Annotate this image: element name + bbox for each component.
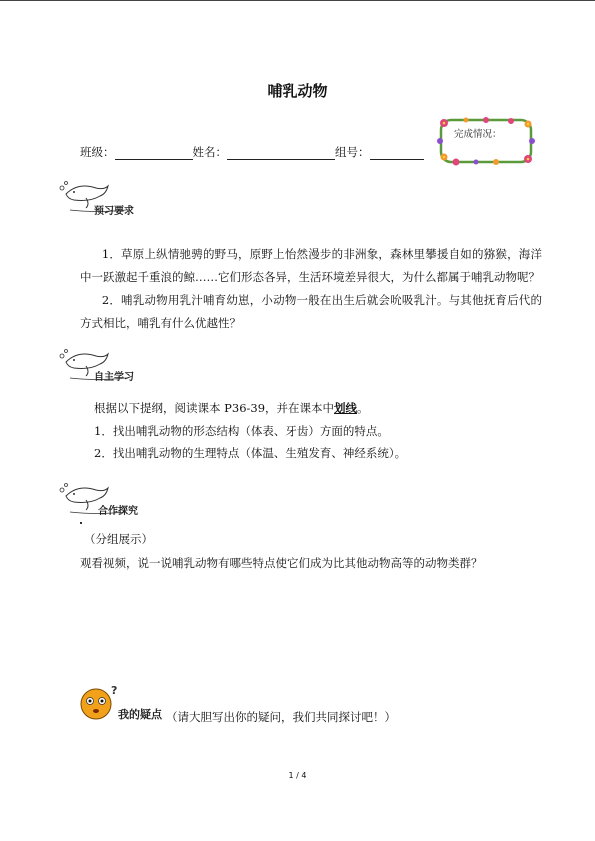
doubts-prompt: （请大胆写出你的疑问，我们共同探讨吧！） [166,710,396,724]
self-study-item-2: 2．找出哺乳动物的生理特点（体温、生殖发育、神经系统）。 [94,446,407,460]
flower-frame-icon [436,115,536,167]
self-study-item-1: 1．找出哺乳动物的形态结构（体表、牙齿）方面的特点。 [94,424,389,438]
page-title: 哺乳动物 [267,82,328,100]
class-label: 班级： [80,145,115,159]
completion-badge [436,115,536,167]
name-label: 姓名： [192,145,227,159]
preview-paragraph-1: 1．草原上纵情驰骋的野马，原野上怡然漫步的非洲象，森林里攀援自如的猕猴，海洋中一跃激起千重浪的鲸……它们形态各异，生活环境差异很大，为什么都属于哺乳动物呢？ [80,247,542,284]
class-blank [115,146,193,160]
name-blank [227,146,335,160]
self-study-intro-end: 。 [357,401,369,415]
page-top-border [0,0,595,1]
marker-dot [80,522,82,524]
svg-text:?: ? [111,684,118,697]
group-label: 组号： [335,145,370,159]
group-blank [370,146,424,160]
question-emoji-header [78,682,122,722]
section-preview-label: 预习要求 [94,206,134,217]
cooperation-question: 观看视频，说一说哺乳动物有哪些特点使它们成为比其他动物高等的动物类群？ [80,556,483,570]
section-doubts-label: 我的疑点 [118,708,162,721]
section-self-study-label: 自主学习 [94,372,134,383]
cooperation-note: （分组展示） [84,532,153,546]
page-number: 1 / 4 [288,771,307,780]
student-info-row [80,144,424,160]
preview-paragraph-2: 2．哺乳动物用乳汁哺育幼崽，小动物一般在出生后就会吮吸乳汁。与其他抚育后代的方式相比，哺乳有什么优越性？ [80,293,542,330]
self-study-intro [94,400,369,416]
completion-label: 完成情况： [454,129,502,140]
self-study-intro-text: 根据以下提纲，阅读课本 P36-39，并在课本中 [94,401,335,415]
section-cooperation-label: 合作探究 [98,506,138,517]
self-study-intro-underlined: 划线 [334,401,358,415]
thinking-face-icon [78,682,122,722]
